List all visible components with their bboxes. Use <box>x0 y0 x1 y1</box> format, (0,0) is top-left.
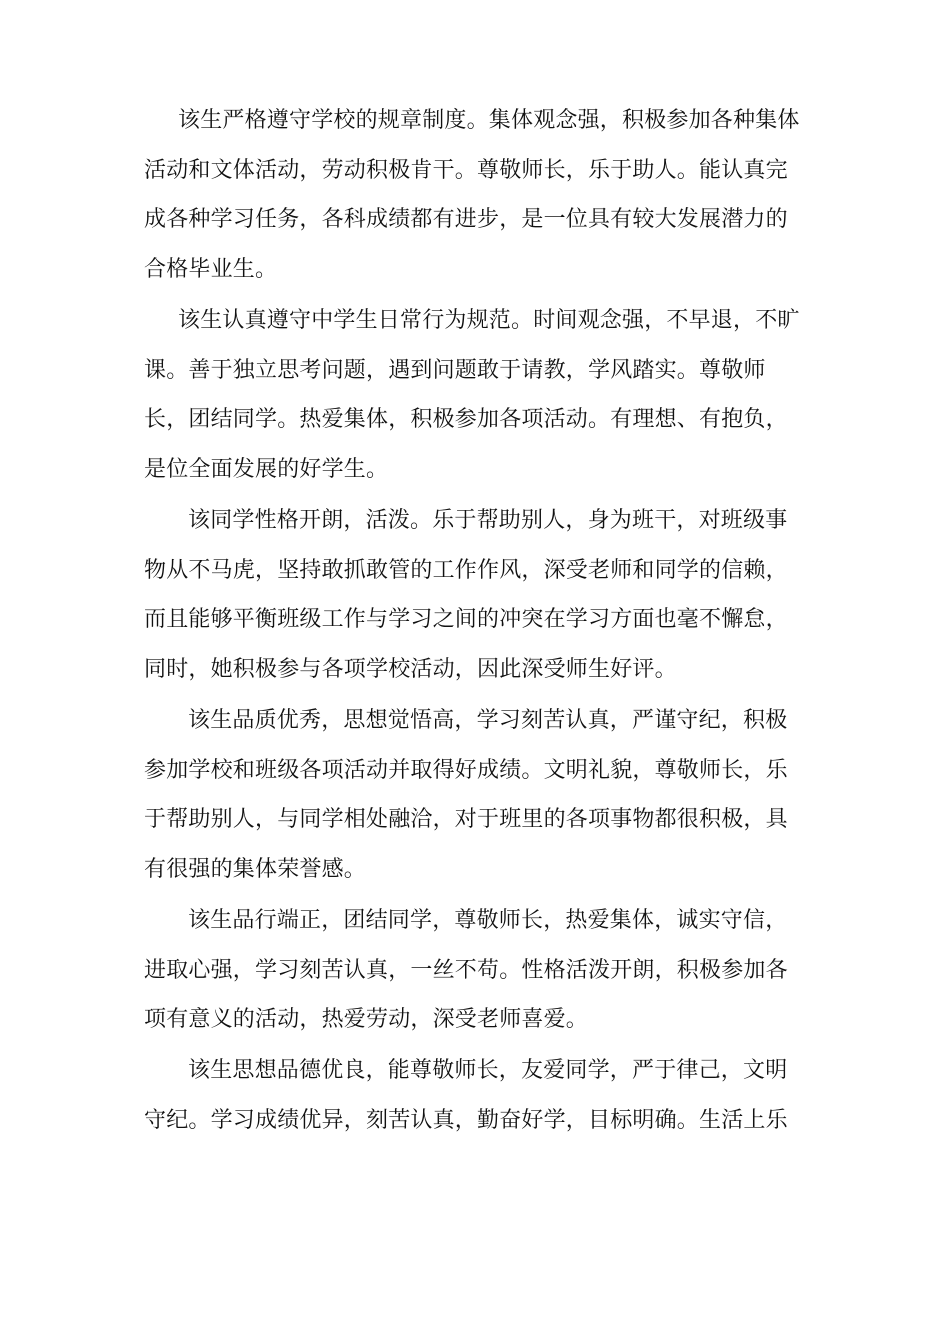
paragraph-line: 同时，她积极参与各项学校活动，因此深受师生好评。 <box>144 657 677 682</box>
paragraph-line: 有很强的集体荣誉感。 <box>144 857 367 882</box>
paragraph-line: 该同学性格开朗，活泼。乐于帮助别人，身为班干，对班级事 <box>188 508 788 533</box>
paragraph-line: 守纪。学习成绩优异，刻苦认真，勤奋好学，目标明确。生活上乐 <box>144 1108 788 1133</box>
paragraph-line: 而且能够平衡班级工作与学习之间的冲突在学习方面也毫不懈怠， <box>144 607 788 632</box>
paragraph-line: 于帮助别人，与同学相处融洽，对于班里的各项事物都很积极，具 <box>144 807 788 832</box>
paragraph-line: 该生品质优秀，思想觉悟高，学习刻苦认真，严谨守纪，积极 <box>188 708 788 733</box>
paragraph-line: 长，团结同学。热爱集体，积极参加各项活动。有理想、有抱负， <box>144 407 788 432</box>
paragraph-line: 参加学校和班级各项活动并取得好成绩。文明礼貌，尊敬师长，乐 <box>144 758 788 783</box>
paragraph-line: 合格毕业生。 <box>144 257 278 282</box>
paragraph-line: 物从不马虎，坚持敢抓敢管的工作作风，深受老师和同学的信赖， <box>144 558 788 583</box>
paragraph-line: 该生严格遵守学校的规章制度。集体观念强，积极参加各种集体 <box>178 108 800 133</box>
paragraph-line: 该生思想品德优良，能尊敬师长，友爱同学，严于律己，文明 <box>188 1058 788 1083</box>
paragraph-line: 进取心强，学习刻苦认真，一丝不苟。性格活泼开朗，积极参加各 <box>144 958 788 983</box>
paragraph-line: 项有意义的活动，热爱劳动，深受老师喜爱。 <box>144 1007 589 1032</box>
paragraph-line: 该生品行端正，团结同学，尊敬师长，热爱集体，诚实守信， <box>188 908 788 933</box>
paragraph-line: 活动和文体活动，劳动积极肯干。尊敬师长，乐于助人。能认真完 <box>144 158 788 183</box>
paragraph-line: 该生认真遵守中学生日常行为规范。时间观念强，不早退，不旷 <box>178 308 800 333</box>
paragraph-line: 课。善于独立思考问题，遇到问题敢于请教，学风踏实。尊敬师 <box>144 358 766 383</box>
paragraph-line: 成各种学习任务，各科成绩都有进步，是一位具有较大发展潜力的 <box>144 207 788 232</box>
paragraph-line: 是位全面发展的好学生。 <box>144 457 389 482</box>
